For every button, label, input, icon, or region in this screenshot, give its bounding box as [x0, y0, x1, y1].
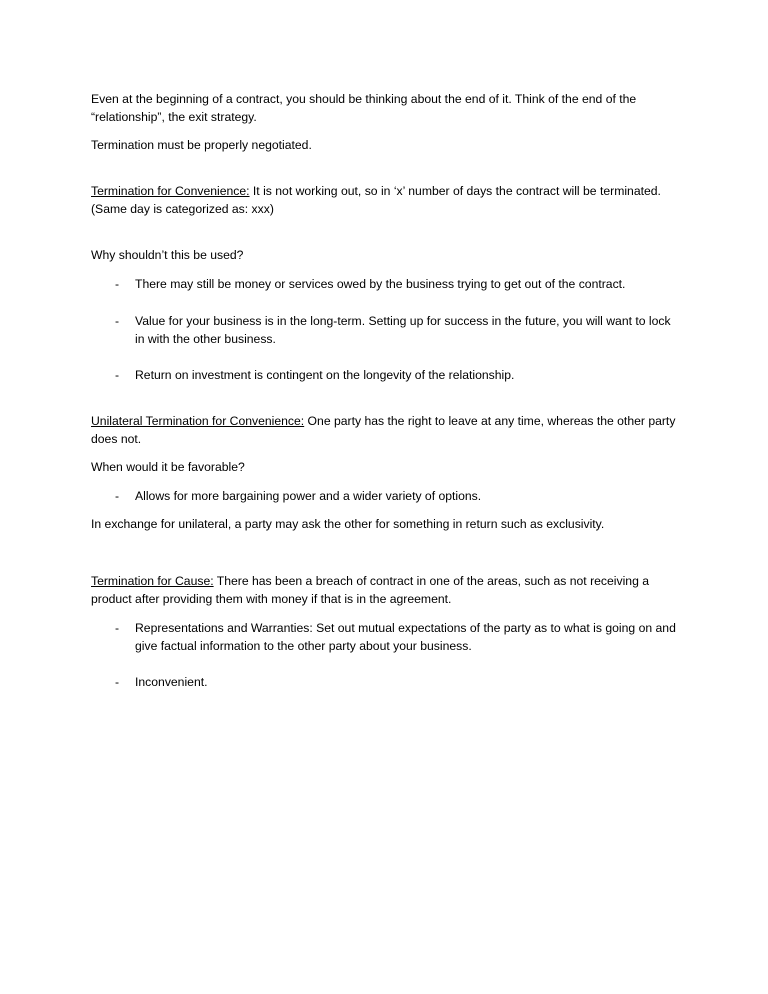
list-item-text: There may still be money or services owed by the business trying to get out of the contract.	[135, 277, 626, 291]
convenience-definition-text: It is not working out, so in ‘x’ number of days the contract will be terminated. (Same day is categorized as: xxx)	[91, 184, 661, 216]
cause-term: Termination for Cause:	[91, 574, 214, 588]
unilateral-definition-text: One party has the right to leave at any time, whereas the other party does not.	[91, 414, 676, 446]
list-item-text: Inconvenient.	[135, 675, 208, 689]
unilateral-term: Unilateral Termination for Convenience:	[91, 414, 305, 428]
unilateral-question: When would it be favorable?	[91, 460, 245, 474]
convenience-question: Why shouldn’t this be used?	[91, 248, 244, 262]
bullet-marker: -	[115, 489, 120, 503]
bullet-marker: -	[115, 368, 120, 382]
negotiated-paragraph: Termination must be properly negotiated.	[91, 138, 312, 152]
bullet-marker: -	[115, 314, 120, 328]
bullet-marker: -	[115, 277, 120, 291]
bullet-marker: -	[115, 675, 120, 689]
convenience-definition	[91, 183, 691, 218]
convenience-term: Termination for Convenience:	[91, 184, 250, 198]
bullet-marker: -	[115, 621, 120, 635]
list-item-text: Allows for more bargaining power and a wider variety of options.	[135, 489, 482, 503]
exchange-paragraph: In exchange for unilateral, a party may ask the other for something in return such as exclusivity.	[91, 517, 605, 531]
intro-paragraph: Even at the beginning of a contract, you should be thinking about the end of it. Think of the end of the “relationship”, the exit strategy.	[91, 92, 637, 124]
list-item-text: Representations and Warranties: Set out mutual expectations of the party as to what is going on and give factual information to the other party about your business.	[135, 621, 676, 653]
cause-definition	[91, 573, 691, 608]
cause-definition-text: There has been a breach of contract in one of the areas, such as not receiving a product after providing them with money if that is in the agreement.	[91, 574, 650, 606]
list-item-text: Value for your business is in the long-term. Setting up for success in the future, you will want to lock in with the other business.	[135, 314, 671, 346]
unilateral-definition	[91, 413, 691, 448]
list-item-text: Return on investment is contingent on the longevity of the relationship.	[135, 368, 515, 382]
